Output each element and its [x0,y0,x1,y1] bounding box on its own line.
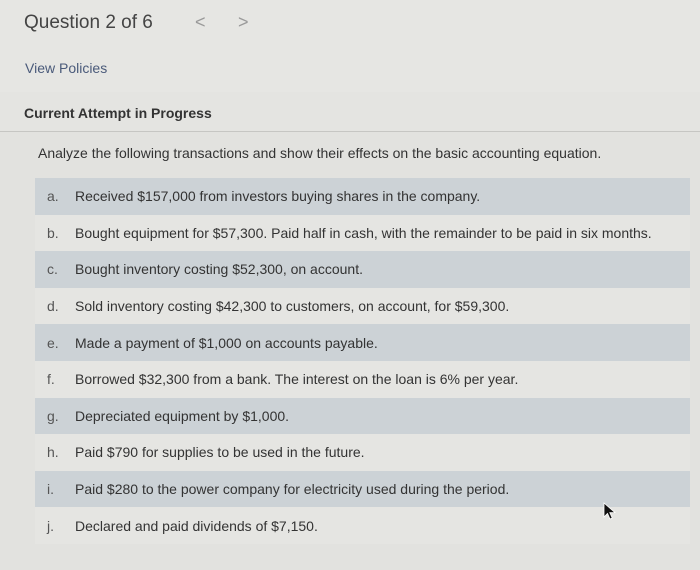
attempt-status-label: Current Attempt in Progress [24,105,212,121]
transaction-letter: d. [47,298,59,315]
transaction-letter: c. [47,261,58,278]
transaction-row-j [35,507,690,544]
question-instruction: Analyze the following transactions and show their effects on the basic accounting equation. [38,145,602,161]
transaction-letter: b. [47,224,59,241]
transaction-row-b [35,215,690,252]
transaction-row-i [35,471,690,508]
transaction-row-d [35,288,690,325]
transaction-row-a [35,178,690,215]
transaction-letter: f. [47,371,55,388]
transaction-text: Borrowed $32,300 from a bank. The interest on the loan is 6% per year. [75,371,519,388]
previous-question-icon[interactable]: < [195,12,206,32]
transaction-letter: g. [47,407,59,424]
question-title: Question 2 of 6 [24,12,153,33]
transaction-row-c [35,251,690,288]
transaction-letter: h. [47,444,59,461]
transaction-text: Paid $280 to the power company for electricity used during the period. [75,481,510,498]
transaction-text: Paid $790 for supplies to be used in the future. [75,444,365,461]
transaction-letter: e. [47,334,59,351]
next-question-icon[interactable]: > [238,12,249,32]
transaction-text: Made a payment of $1,000 on accounts payable. [75,334,378,351]
transaction-text: Bought equipment for $57,300. Paid half in cash, with the remainder to be paid in six months. [75,224,652,241]
transaction-list [35,178,690,544]
transaction-text: Bought inventory costing $52,300, on account. [75,261,363,278]
transaction-letter: a. [47,188,59,205]
transaction-text: Received $157,000 from investors buying shares in the company. [75,188,481,205]
transaction-row-e [35,324,690,361]
transaction-letter: j. [47,517,54,534]
transaction-row-h [35,434,690,471]
mouse-pointer-icon [603,502,617,520]
transaction-row-f [35,361,690,398]
transaction-text: Sold inventory costing $42,300 to customers, on account, for $59,300. [75,298,510,315]
transaction-row-g [35,398,690,435]
view-policies-link[interactable]: View Policies [25,60,108,76]
transaction-text: Declared and paid dividends of $7,150. [75,517,318,534]
transaction-letter: i. [47,481,54,498]
transaction-text: Depreciated equipment by $1,000. [75,407,290,424]
